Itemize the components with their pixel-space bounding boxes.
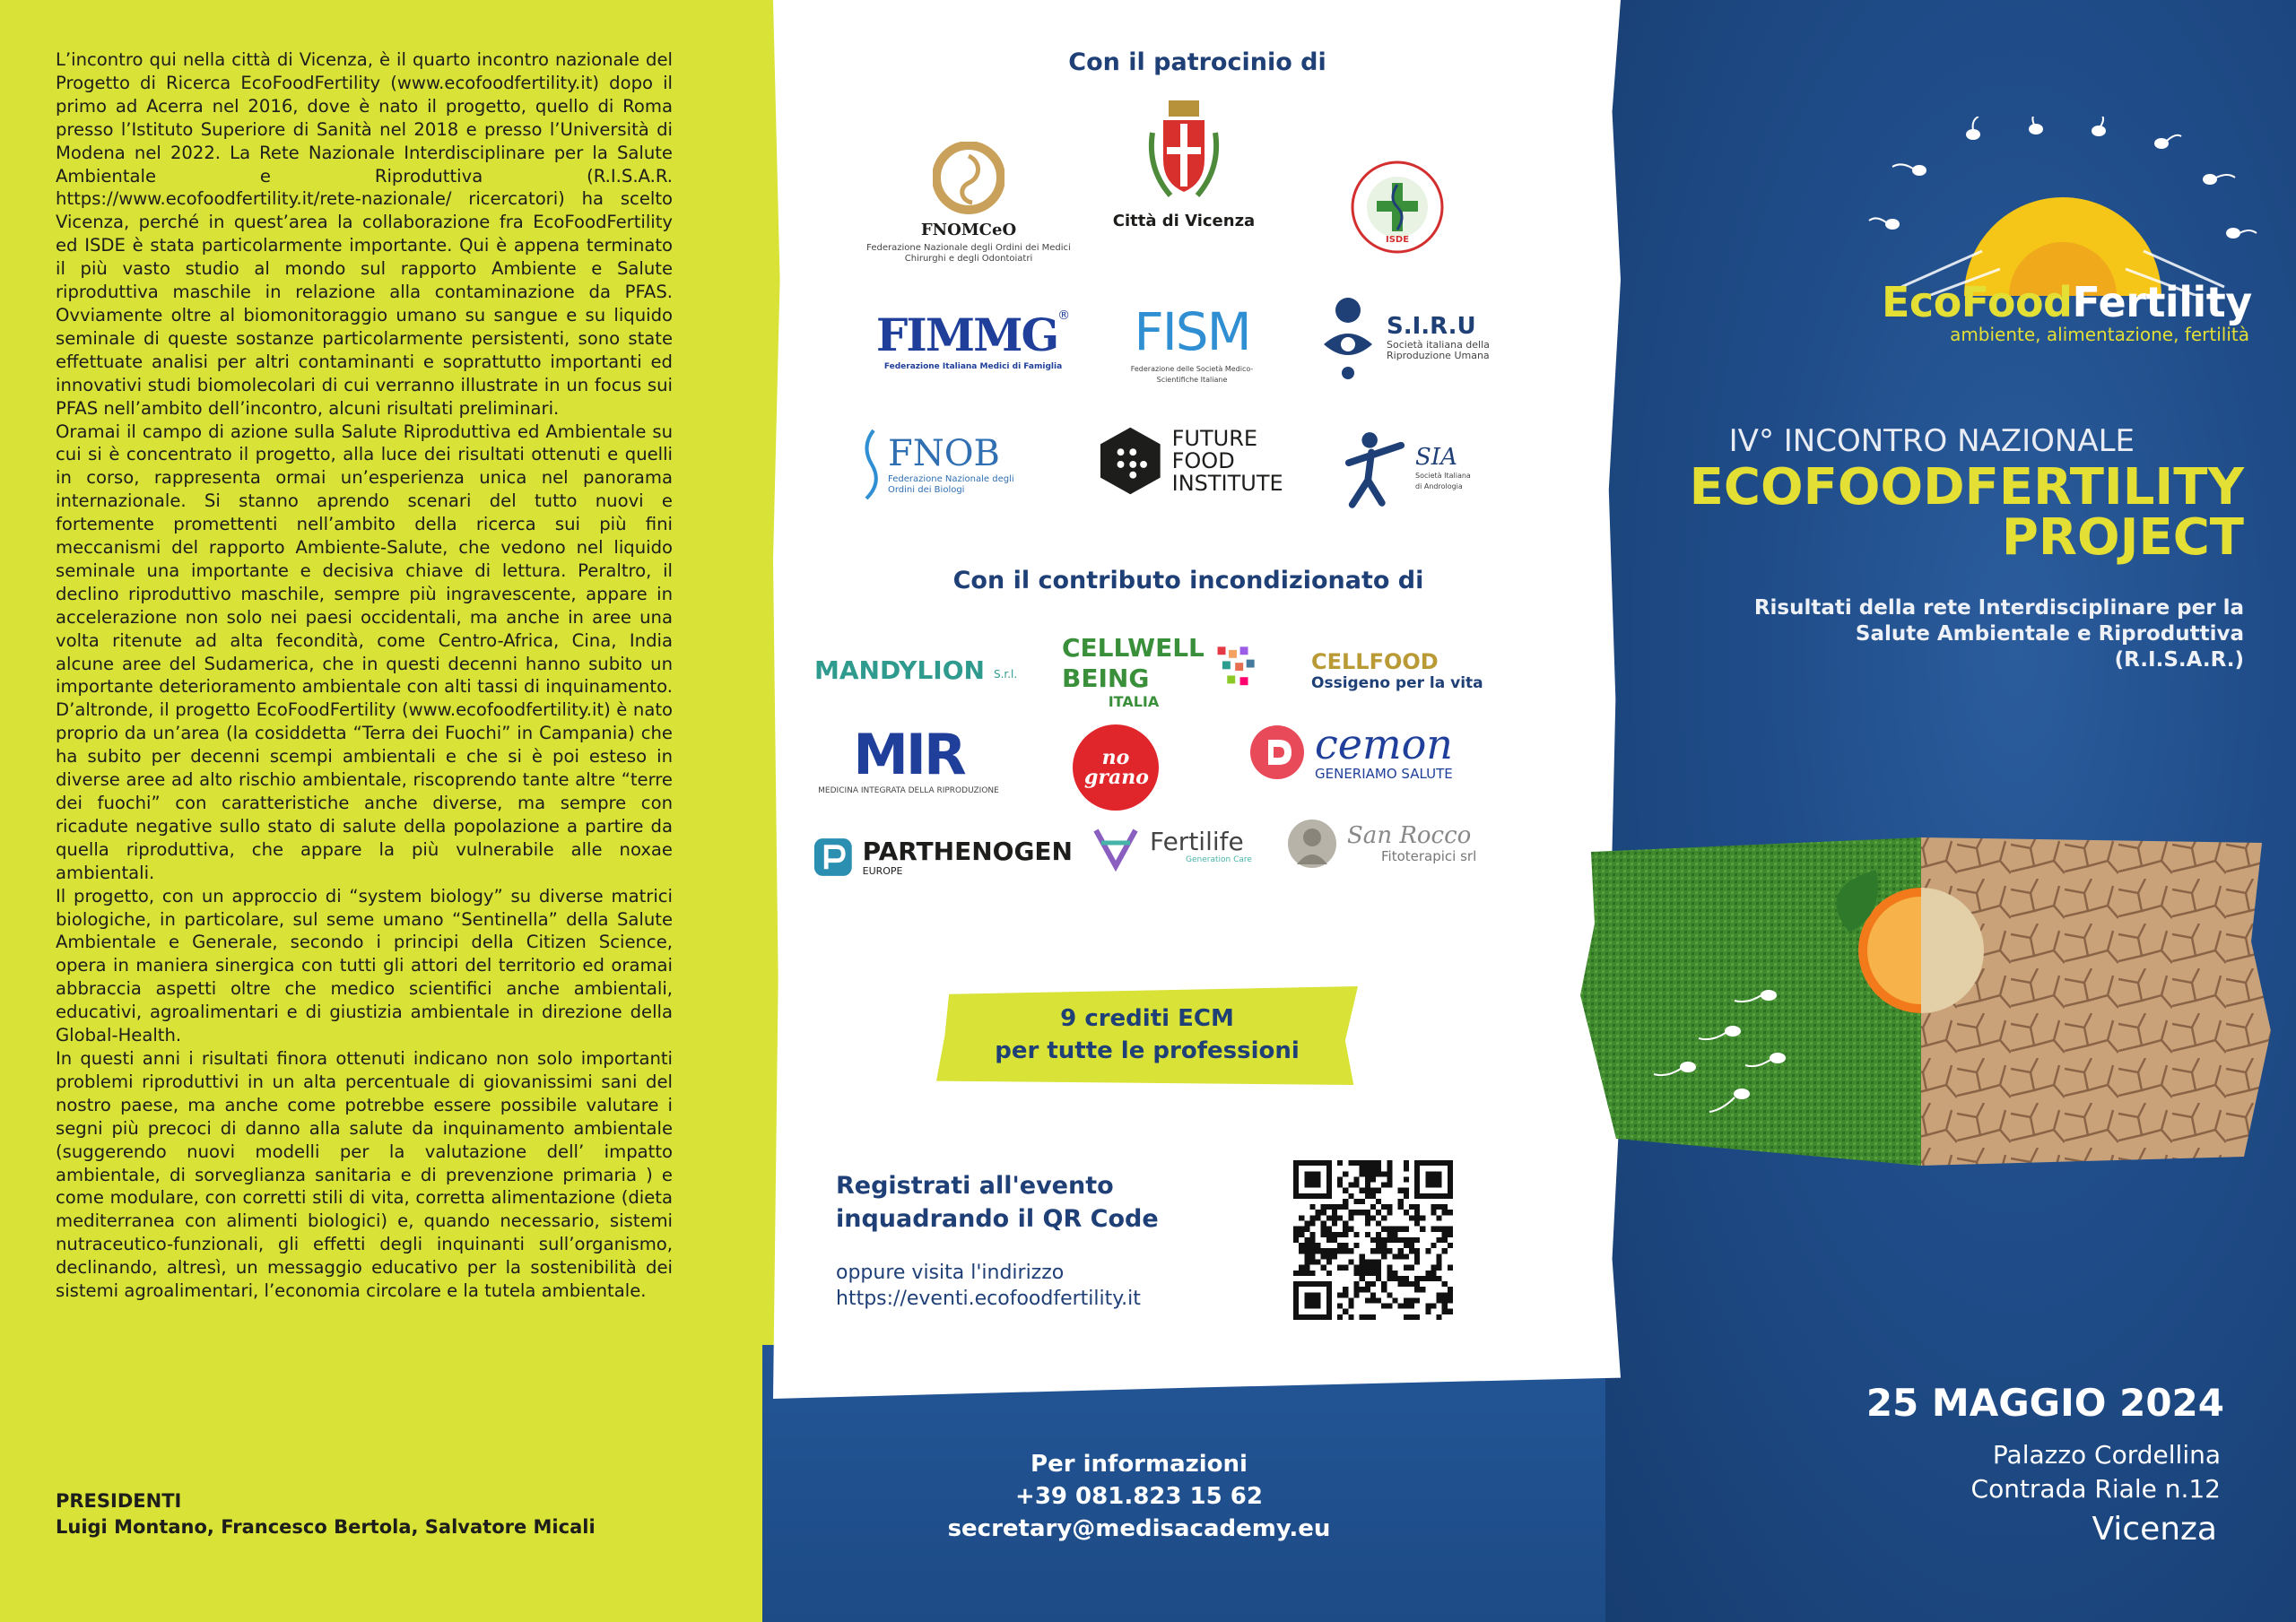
siru-name: S.I.R.U: [1387, 313, 1476, 340]
fimmg-registered: ®: [1057, 308, 1071, 323]
logo-fimmg: [875, 308, 1071, 372]
contact-info: [870, 1448, 1408, 1545]
fism-subtitle: Federazione delle Società Medico-Scientifiche Italiane: [1130, 365, 1254, 384]
fimmg-name: FIMMG: [875, 308, 1058, 361]
fnob-wave-icon: [859, 429, 879, 500]
presidents-label: PRESIDENTI: [56, 1490, 182, 1512]
event-url-link[interactable]: https://eventi.ecofoodfertility.it: [836, 1288, 1141, 1310]
parthenogen-name: PARTHENOGEN: [862, 836, 1073, 866]
isde-name: ISDE: [1385, 235, 1410, 245]
cemon-name: cemon: [1315, 720, 1453, 768]
parthenogen-emblem-icon: [813, 836, 854, 879]
logo-mir: [813, 722, 1004, 796]
logo-san-rocco: [1286, 818, 1492, 870]
brand-fertility: Fertility: [2072, 278, 2252, 326]
visit-prompt: [836, 1260, 1231, 1312]
mandylion-name: MANDYLION: [814, 655, 985, 685]
logo-isde: [1344, 158, 1451, 256]
nograno-name: no grano: [1084, 746, 1149, 789]
subtitle-line-2: Salute Ambientale e Riproduttiva: [1855, 622, 2244, 646]
parthenogen-subtitle: EUROPE: [862, 864, 903, 877]
logo-cellfood: [1311, 649, 1491, 692]
fertilife-emblem-icon: [1091, 821, 1141, 872]
logo-siru: [1318, 294, 1516, 380]
register-line-2: inquadrando il QR Code: [836, 1205, 1159, 1233]
logo-sia: [1344, 427, 1478, 509]
body-paragraph: Oramai il campo di azione sulla Salute Riproduttiva ed Ambientale su cui si è concentrato il progetto, alla luce dei risultati ottenuti e quelli in corso, rappresenta ormai un’esperienza unica nel panorama internazionale. Si stanno aprendo scenari del tutto nuovi e fortemente promettenti nell’ambito della ricerca sui più fini meccanismi del rapporto Ambiente-Salute, che vedono nel liquido seminale una importante e decisiva chiave di lettura. Peraltro, il declino riproduttivo maschile, sempre più ingravescente, appare in accelerazione non solo nei paesi occidentali, ma anche in aree una volta ritenute ad alta fecondità, come Centro-Africa, Cina, India alcune aree del Sudamerica, che in questi decenni hanno subito un importante deterioramento ambientale con alti tassi di inquinamento. D’altronde, il progetto EcoFoodFertility (www.ecofoodfertility.it) è nato proprio da un’area (la cosiddetta “Terra dei Fuochi” in Campania) che ha subito per decenni scempi ambientali e che si è poi esteso in diverse aree ad alto rischio ambientale, riscoprendo tante altre “terre dei fuochi” con caratteristiche anche diverse, ma sempre con ricadute negative sullo stato di salute della popolazione a partire da quella riproduttiva, che appare la più vulnerabile alle noxae ambientali.: [56, 421, 673, 883]
presidents-names: Luigi Montano, Francesco Bertola, Salvatore Micali: [56, 1516, 596, 1538]
vicenza-name: Città di Vicenza: [1112, 212, 1256, 230]
cellwellbeing-subtitle: ITALIA: [1108, 693, 1160, 710]
logo-fertilife: [1091, 821, 1270, 872]
future-food-hexagon-icon: [1098, 425, 1163, 497]
patronage-heading: Con il patrocinio di: [1068, 48, 1326, 76]
logo-mandylion: [805, 647, 1018, 692]
siru-emblem-icon: [1318, 294, 1378, 380]
contact-label: Per informazioni: [1031, 1451, 1248, 1478]
logo-no-grano: [1073, 724, 1159, 811]
event-city: Vicenza: [2092, 1511, 2217, 1548]
mir-subtitle: MEDICINA INTEGRATA DELLA RIPRODUZIONE: [818, 786, 999, 795]
future-food-name: FUTURE FOOD INSTITUTE: [1171, 425, 1283, 496]
fnomceo-subtitle: Federazione Nazionale degli Ordini dei Medici Chirurghi e degli Odontoiatri: [866, 243, 1071, 264]
presidents-block: [56, 1488, 701, 1540]
brand-name: [1882, 278, 2252, 326]
sia-name: SIA: [1415, 444, 1457, 471]
logo-parthenogen: [813, 836, 1073, 879]
mandylion-suffix: S.r.l.: [993, 668, 1018, 681]
brand-eco: Eco: [1882, 278, 1961, 326]
vicenza-coat-of-arms-icon: [1144, 97, 1224, 206]
qr-code-icon: [1293, 1160, 1453, 1320]
logo-future-food-institute: [1098, 425, 1295, 497]
fism-name: FISM: [1134, 301, 1250, 362]
logo-fnob: [859, 429, 1057, 500]
brand-food: Food: [1961, 278, 2073, 326]
register-line-1: Registrati all'evento: [836, 1172, 1114, 1200]
meeting-title: [1614, 458, 2244, 567]
mir-name: MIR: [853, 722, 964, 787]
registration-qr-code[interactable]: [1293, 1160, 1453, 1320]
body-paragraph: Il progetto, con un approccio di “system biology” su diverse matrici biologiche, in particolare, sul seme umano “Sentinella” della Salute Ambientale e Generale, secondo i principi della Citizen Science, opera in maniera sinergica con tutti gli attori del territorio ed oramai abbraccia aspetti oltre che medico scientifici anche ambientali, educativi, agroalimentari e di giustizia ambientale in direzione della Global-Health.: [56, 885, 673, 1046]
fnob-subtitle: Federazione Nazionale degli Ordini dei Biologi: [888, 474, 1014, 495]
cemon-subtitle: GENERIAMO SALUTE: [1315, 766, 1453, 782]
body-paragraph: L’incontro qui nella città di Vicenza, è il quarto incontro nazionale del Progetto di Ricerca EcoFoodFertility (www.ecofoodfertility.it) dopo il primo ad Acerra nel 2016, dove è nato il progetto, quello di Roma presso l’Istituto Superiore di Sanità nel 2018 e presso l’Università di Modena nel 2022. La Rete Nazionale Interdisciplinare per la Salute Ambientale e Riproduttiva (R.I.S.A.R. https://www.ecofoodfertility.it/rete-nazionale/ ricercatori) ha scelto Vicenza, perché in quest’area la collaborazione fra EcoFoodFertility ed ISDE è stata particolarmente importante. Qui è appena terminato il più vasto studio al mondo sul rapporto Ambiente e Salute riproduttiva maschile in relazione alla contaminazione da PFAS. Ovviamente oltre al biomonitoraggio umano su sangue e su liquido seminale di queste sostanze particolarmente persistenti, sono state effettuate analisi per altri contaminanti e soprattutto importanti ed innovativi studi biomolecolari di cui verranno illustrate in un focus sui PFAS nell’ambito dell’incontro, alcuni risultati preliminari.: [56, 49, 673, 419]
san-rocco-portrait-icon: [1286, 818, 1338, 870]
fnob-name: FNOB: [888, 433, 1000, 474]
subtitle-line-3: (R.I.S.A.R.): [2114, 648, 2244, 672]
contact-email[interactable]: secretary@medisacademy.eu: [947, 1515, 1331, 1542]
sanrocco-name: San Rocco: [1347, 822, 1472, 849]
ecm-professions: per tutte le professioni: [995, 1037, 1300, 1064]
venue-line-1: Palazzo Cordellina: [1992, 1440, 2221, 1470]
event-date: 25 MAGGIO 2024: [1866, 1381, 2224, 1425]
brand-logo: [1882, 278, 2252, 345]
logo-cemon: [1248, 720, 1473, 782]
meeting-kicker: IV° INCONTRO NAZIONALE: [1728, 423, 2135, 459]
event-venue: [1794, 1438, 2221, 1506]
fnomceo-emblem-icon: [933, 142, 1004, 217]
fertilife-name: Fertilife: [1150, 827, 1244, 856]
logo-citta-vicenza: [1103, 97, 1265, 230]
sanrocco-subtitle: Fitoterapici srl: [1381, 848, 1477, 864]
cellwellbeing-mosaic-icon: [1214, 640, 1259, 703]
logo-fnomceo: [861, 142, 1076, 265]
register-prompt: [836, 1169, 1231, 1236]
fertilife-subtitle: Generation Care: [1186, 855, 1252, 864]
sia-figure-icon: [1344, 427, 1406, 509]
logo-cellwellbeing: [1062, 633, 1259, 710]
contact-phone[interactable]: +39 081.823 15 62: [1015, 1483, 1263, 1510]
cellfood-subtitle: Ossigeno per la vita: [1311, 674, 1483, 692]
brand-tagline: ambiente, alimentazione, fertilità: [1950, 324, 2249, 345]
sun-with-sperm-illustration: [1866, 117, 2260, 296]
body-paragraph: In questi anni i risultati finora ottenuti indicano non solo importanti problemi riproduttivi in un alta percentuale di giovanissimi sani del nostro paese, ma anche come potrebbe essere possibile valutare i segni più precoci di danno alla salute da inquinamento ambientale (suggerendo nuovi modelli per la valutazione dell’ impatto ambientale, di sorveglianza sanitaria e di prevenzione primaria ) e come modulare, con corretti stili di vita, corretta alimentazione (dieta mediterranea con alimenti biologici) e, quando necessario, sistemi nutraceutico-funzionali, gli effetti degli inquinanti sull’organismo, declinando, altresì, un messaggio educativo per la sostenibilità dei sistemi agroalimentari, l’economia circolare e la tutela ambientale.: [56, 1047, 673, 1302]
fnomceo-name: FNOMCeO: [920, 221, 1017, 239]
ecm-credits: 9 crediti ECM: [1060, 1005, 1234, 1032]
logo-fism: [1125, 301, 1259, 386]
venue-line-2: Contrada Riale n.12: [1970, 1474, 2221, 1504]
subtitle-line-1: Risultati della rete Interdisciplinare per la: [1753, 596, 2244, 620]
left-body-text: [56, 48, 673, 1303]
meeting-title-line-1: ECOFOODFERTILITY: [1689, 458, 2244, 516]
fimmg-subtitle: Federazione Italiana Medici di Famiglia: [883, 362, 1063, 371]
cellwellbeing-name: CELLWELLBEING: [1062, 633, 1205, 693]
meeting-subtitle: [1659, 595, 2244, 673]
sia-subtitle: Società Italiana di Andrologia: [1415, 472, 1471, 490]
sponsor-heading: Con il contributo incondizionato di: [952, 567, 1424, 594]
cemon-emblem-icon: [1248, 724, 1306, 781]
meeting-title-line-2: PROJECT: [2001, 508, 2244, 567]
ecm-text: [936, 1002, 1358, 1067]
visit-label: oppure visita l'indirizzo: [836, 1262, 1065, 1284]
cellfood-name: CELLFOOD: [1311, 649, 1439, 674]
siru-subtitle: Società italiana della Riproduzione Umana: [1387, 339, 1490, 361]
grass-and-dry-earth-illustration: [1580, 834, 2271, 1175]
